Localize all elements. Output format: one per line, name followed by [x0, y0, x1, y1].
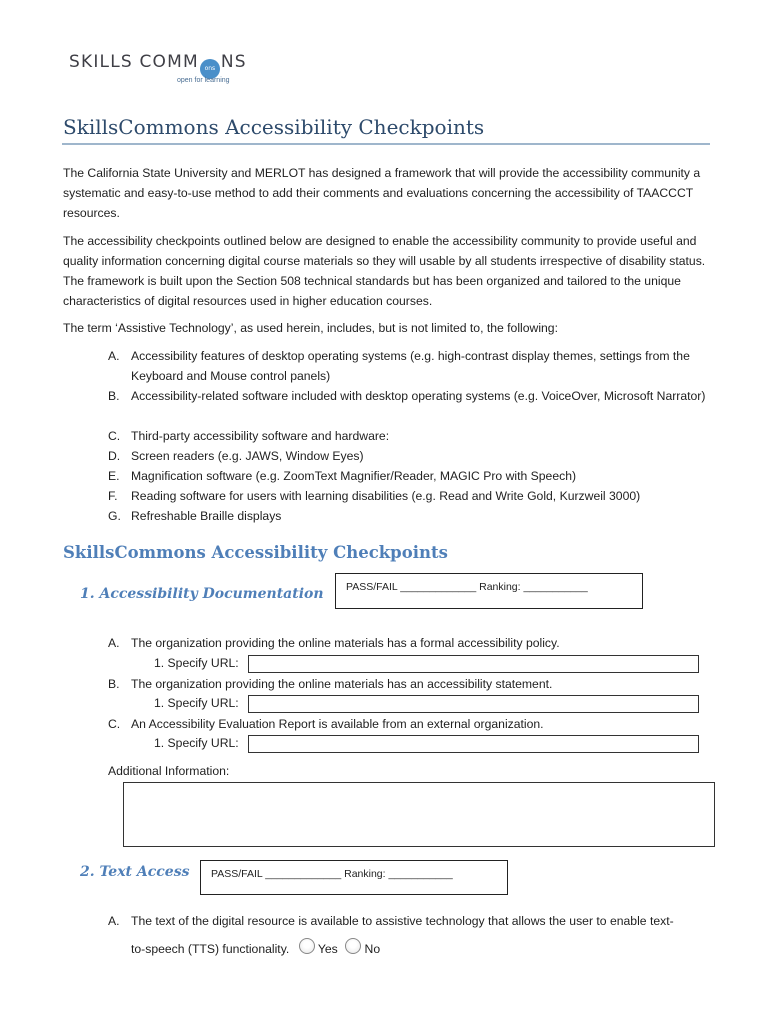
specify-url-label: 1. Specify URL: — [154, 736, 239, 750]
list-text: The organization providing the online materials has an accessibility statement. — [131, 677, 553, 691]
at-list-item — [0, 466, 770, 486]
passfail-text: PASS/FAIL _____________ Ranking: ___________ — [211, 868, 453, 880]
no-radio[interactable] — [345, 938, 361, 954]
at-list-item — [0, 486, 770, 506]
title-divider — [62, 143, 710, 145]
list-text: Refreshable Braille displays — [131, 509, 282, 523]
section-1-item — [0, 714, 770, 734]
list-text: An Accessibility Evaluation Report is available from an external organization. — [131, 717, 544, 731]
intro-paragraph-1: The California State University and MERLOT has designed a framework that will provide the accessibility community a systematic and easy-to-use method to add their comments and evaluations concerning the accessibility of TAACCCT resources. — [63, 166, 701, 220]
additional-information-label: Additional Information: — [108, 764, 230, 778]
tts-question-line2 — [131, 938, 380, 956]
list-text: Third-party accessibility software and hardware: — [131, 429, 390, 443]
section-2-passfail-box[interactable] — [200, 860, 508, 895]
page-title: SkillsCommons Accessibility Checkpoints — [63, 115, 485, 139]
at-list-item — [0, 426, 770, 446]
at-list-item — [0, 446, 770, 466]
intro-paragraph-2: The accessibility checkpoints outlined below are designed to enable the accessibility community to provide useful and quality information concerning digital course materials so they will usable by all students irrespective of disability status. The framework is built upon the Section 508 technical standards but has been organized and tailored to the unique characteristics of digital resources used in higher education courses. — [63, 234, 706, 308]
list-text: Accessibility features of desktop operating systems (e.g. high-contrast display themes, settings from the Keyboard and Mouse control panels) — [131, 349, 690, 383]
checkpoints-heading: SkillsCommons Accessibility Checkpoints — [63, 543, 448, 562]
section-1-title: 1. Accessibility Documentation — [80, 586, 324, 602]
section-1-item — [0, 674, 770, 694]
skills-commons-logo — [69, 52, 247, 79]
at-list-item — [0, 346, 770, 386]
list-letter: E. — [108, 469, 120, 483]
yes-label: Yes — [317, 942, 338, 956]
list-letter: C. — [108, 717, 121, 731]
list-text: Magnification software (e.g. ZoomText Magnifier/Reader, MAGIC Pro with Speech) — [131, 469, 577, 483]
tts-question-text: to-speech (TTS) functionality. — [131, 942, 290, 956]
statement-url-input[interactable] — [248, 695, 699, 713]
passfail-text: PASS/FAIL _____________ Ranking: ___________ — [346, 581, 588, 593]
specify-url-label: 1. Specify URL: — [154, 696, 239, 710]
policy-url-input[interactable] — [248, 655, 699, 673]
section-1-item — [0, 633, 770, 653]
yes-radio[interactable] — [299, 938, 315, 954]
list-letter: B. — [108, 677, 120, 691]
list-text: The text of the digital resource is available to assistive technology that allows the user to enable text- — [131, 914, 674, 928]
logo-text-right: NS — [220, 52, 247, 72]
list-text: Accessibility-related software included with desktop operating systems (e.g. VoiceOver, Microsoft Narrator) — [131, 389, 706, 403]
logo-tagline: open for learning — [177, 77, 230, 84]
logo-o-emblem: ons — [200, 59, 220, 79]
list-letter: A. — [108, 636, 120, 650]
list-text: Screen readers (e.g. JAWS, Window Eyes) — [131, 449, 364, 463]
intro-paragraph-3: The term ‘Assistive Technology’, as used herein, includes, but is not limited to, the following: — [63, 321, 558, 335]
section-2-item — [0, 911, 770, 931]
list-text: Reading software for users with learning disabilities (e.g. Read and Write Gold, Kurzweil 3000) — [131, 489, 641, 503]
list-letter: G. — [108, 509, 121, 523]
no-label: No — [364, 942, 381, 956]
list-letter: D. — [108, 449, 121, 463]
evaluation-report-url-input[interactable] — [248, 735, 699, 753]
list-letter: A. — [108, 349, 120, 363]
section-1-passfail-box[interactable] — [335, 573, 643, 609]
section-2-title: 2. Text Access — [80, 864, 190, 880]
at-list-item — [0, 506, 770, 526]
specify-url-label: 1. Specify URL: — [154, 656, 239, 670]
additional-information-textarea[interactable] — [123, 782, 715, 847]
list-letter: A. — [108, 914, 120, 928]
list-text: The organization providing the online materials has a formal accessibility policy. — [131, 636, 560, 650]
logo-text-left: SKILLS COMM — [69, 52, 199, 72]
at-list-item — [0, 386, 770, 426]
list-letter: F. — [108, 489, 118, 503]
list-letter: C. — [108, 429, 121, 443]
list-letter: B. — [108, 389, 120, 403]
